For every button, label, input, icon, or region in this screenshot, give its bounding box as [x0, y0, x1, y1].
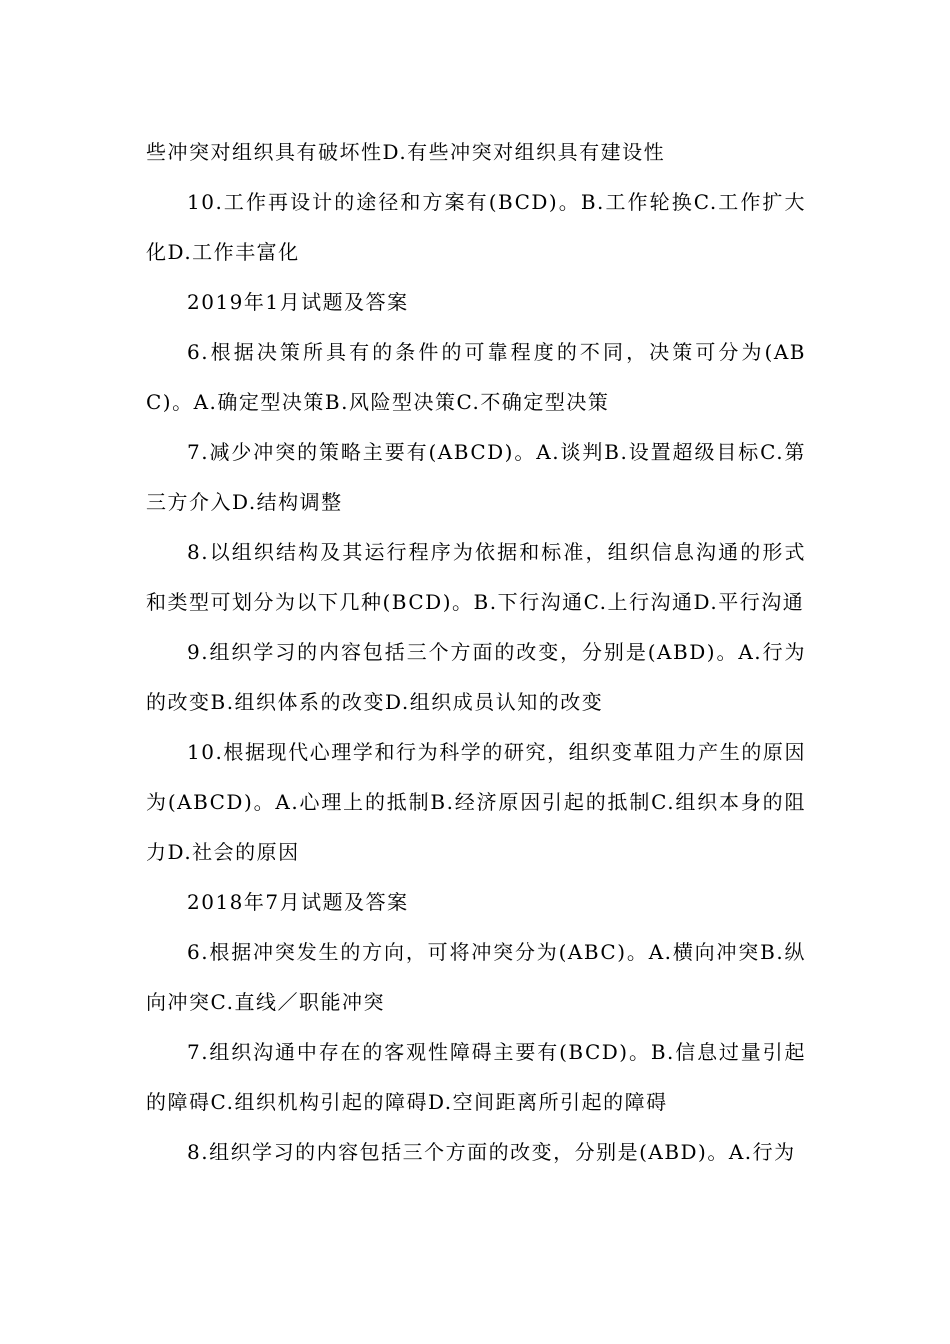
paragraph-1: 些冲突对组织具有破坏性D.有些冲突对组织具有建设性: [146, 140, 666, 164]
paragraph-5: 7.减少冲突的策略主要有(ABCD)。A.谈判B.设置超级目标C.第三方介入D.结构调整: [146, 440, 806, 514]
document-body: [146, 127, 806, 1177]
paragraph-11: 7.组织沟通中存在的客观性障碍主要有(BCD)。B.信息过量引起的障碍C.组织机构引起的障碍D.空间距离所引起的障碍: [146, 1040, 806, 1114]
paragraph-7: 9.组织学习的内容包括三个方面的改变，分别是(ABD)。A.行为的改变B.组织体系的改变D.组织成员认知的改变: [146, 640, 806, 714]
paragraph-2: 10.工作再设计的途径和方案有(BCD)。B.工作轮换C.工作扩大化D.工作丰富化: [146, 190, 806, 264]
paragraph-4: 6.根据决策所具有的条件的可靠程度的不同，决策可分为(ABC)。A.确定型决策B.风险型决策C.不确定型决策: [146, 340, 806, 414]
section-heading-2018-7: 2018年7月试题及答案: [187, 890, 409, 914]
paragraph-8: 10.根据现代心理学和行为科学的研究，组织变革阻力产生的原因为(ABCD)。A.心理上的抵制B.经济原因引起的抵制C.组织本身的阻力D.社会的原因: [146, 740, 806, 864]
paragraph-12: 8.组织学习的内容包括三个方面的改变，分别是(ABD)。A.行为: [187, 1140, 796, 1164]
paragraph-10: 6.根据冲突发生的方向，可将冲突分为(ABC)。A.横向冲突B.纵向冲突C.直线／职能冲突: [146, 940, 806, 1014]
paragraph-6: 8.以组织结构及其运行程序为依据和标准，组织信息沟通的形式和类型可划分为以下几种(BCD)。B.下行沟通C.上行沟通D.平行沟通: [146, 540, 806, 614]
section-heading-2019-1: 2019年1月试题及答案: [187, 290, 409, 314]
